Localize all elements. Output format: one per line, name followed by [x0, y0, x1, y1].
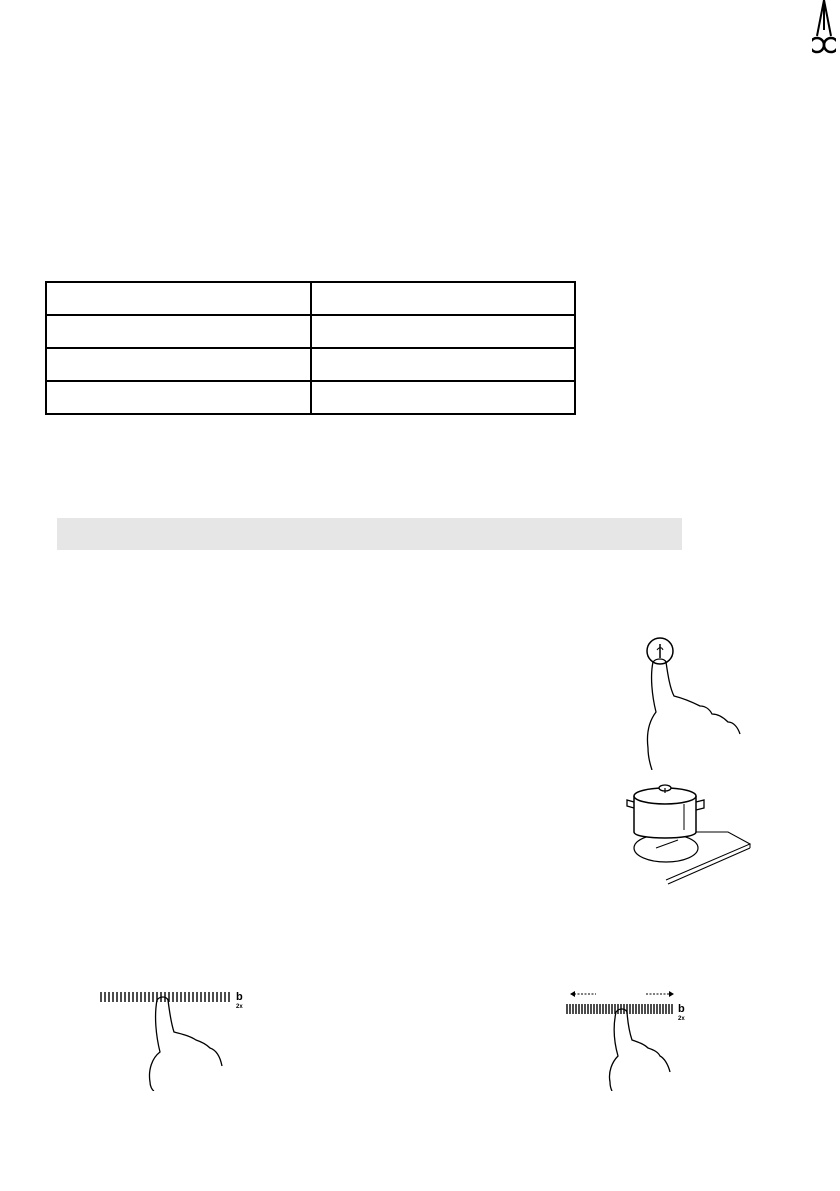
section-heading-bar — [57, 518, 682, 550]
table-cell — [46, 348, 311, 381]
boost-label: b — [236, 991, 243, 1003]
finger-swiping-slider-icon — [566, 986, 696, 1091]
table-cell — [311, 348, 575, 381]
finger-touching-slider-icon — [100, 986, 260, 1091]
table-cell — [311, 315, 575, 348]
boost-sublabel: 2x — [236, 1004, 243, 1010]
table-row — [46, 381, 575, 414]
scissors-icon — [812, 0, 836, 60]
table-row — [46, 348, 575, 381]
spec-table — [45, 281, 576, 415]
pot-on-cooking-zone-icon — [624, 776, 754, 888]
table-cell — [311, 282, 575, 315]
table-row — [46, 315, 575, 348]
table-cell — [311, 381, 575, 414]
finger-pressing-power-icon — [636, 636, 746, 770]
boost-sublabel: 2x — [678, 1016, 685, 1022]
table-cell — [46, 315, 311, 348]
table-cell — [46, 381, 311, 414]
boost-label: b — [678, 1003, 685, 1015]
table-row — [46, 282, 575, 315]
table-cell — [46, 282, 311, 315]
